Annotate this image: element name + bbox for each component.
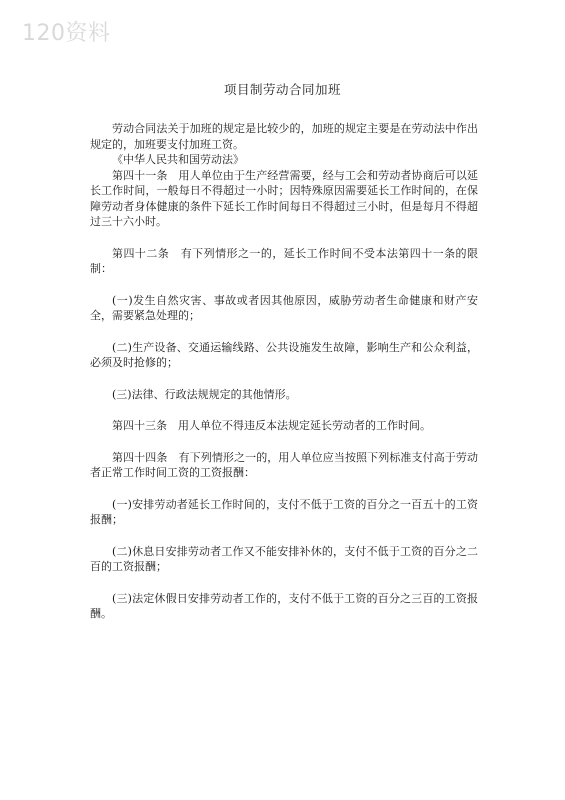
article-44: 第四十四条 有下列情形之一的，用人单位应当按照下列标准支付高于劳动者正常工作时间工资的工资报酬： <box>90 450 478 479</box>
article-44-item-2: (二)休息日安排劳动者工作又不能安排补休的，支付不低于工资的百分之二百的工资报酬； <box>90 544 478 573</box>
document-body <box>90 121 478 622</box>
intro-paragraph: 劳动合同法关于加班的规定是比较少的，加班的规定主要是在劳动法中作出规定的，加班要支付加班工资。 <box>90 122 478 151</box>
article-42-item-2: (二)生产设备、交通运输线路、公共设施发生故障，影响生产和公众利益，必须及时抢修的； <box>90 340 478 369</box>
article-42-item-3: (三)法律、行政法规规定的其他情形。 <box>112 387 297 401</box>
watermark-logo: 120资料 <box>22 21 111 46</box>
article-44-item-1: (一)安排劳动者延长工作时间的，支付不低于工资的百分之一百五十的工资报酬； <box>90 497 478 526</box>
article-42-item-1: (一)发生自然灾害、事故或者因其他原因，威胁劳动者生命健康和财产安全，需要紧急处理的； <box>90 293 478 322</box>
article-44-item-3: (三)法定休假日安排劳动者工作的，支付不低于工资的百分之三百的工资报酬。 <box>90 591 478 620</box>
document-title: 项目制劳动合同加班 <box>223 82 341 97</box>
article-41: 第四十一条 用人单位由于生产经营需要，经与工会和劳动者协商后可以延长工作时间，一般每日不得超过一小时；因特殊原因需要延长工作时间的，在保障劳动者身体健康的条件下延长工作时间每日不得超过三小时，但是每月不得超过三十六小时。 <box>90 168 478 228</box>
article-43: 第四十三条 用人单位不得违反本法规定延长劳动者的工作时间。 <box>112 419 431 432</box>
article-42: 第四十二条 有下列情形之一的，延长工作时间不受本法第四十一条的限制： <box>90 246 478 275</box>
law-reference: 《中华人民共和国劳动法》 <box>112 153 244 166</box>
